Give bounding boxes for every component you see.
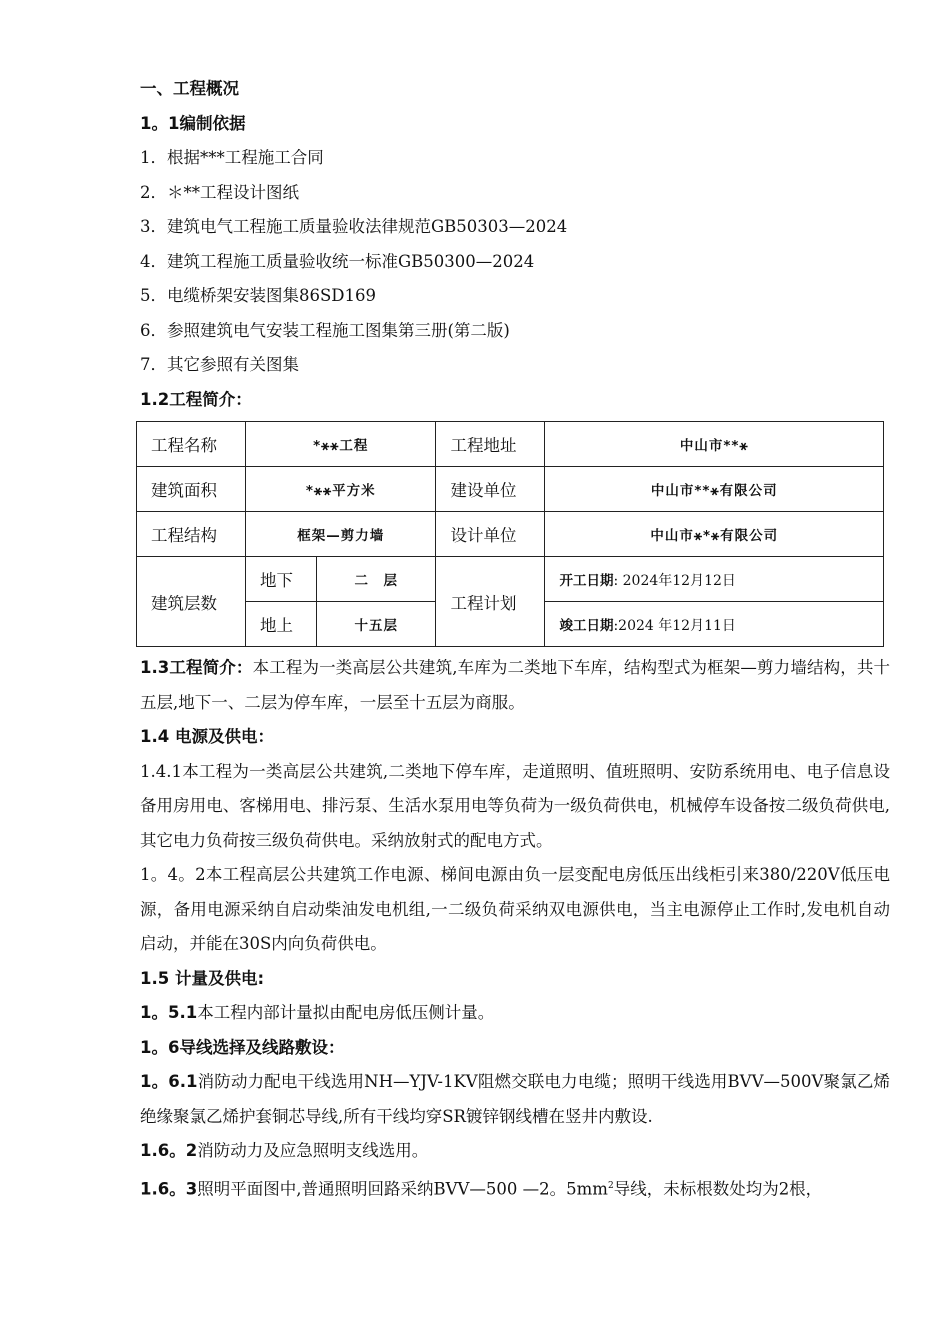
cell-label: 地下 [246,557,317,602]
paragraph-lead: 1.6。3 [140,1179,198,1198]
start-date-cell [545,557,884,602]
document-page [140,72,890,1207]
cell-label: 工程地址 [436,422,545,467]
list-item: 7．其它参照有关图集 [140,355,299,374]
cell-label: 地上 [246,602,317,647]
cell-label: 工程计划 [436,557,545,647]
list-item: 3．建筑电气工程施工质量验收法律规范GB50303—2024 [140,217,568,236]
cell-value: *⚹⚹工程 [246,422,436,467]
subsection-heading: 1。6导线选择及线路敷设： [140,1037,345,1057]
cell-value: *⚹⚹平方米 [246,467,436,512]
subsection-heading: 1.4 电源及供电： [140,727,274,746]
project-info-table [136,421,884,647]
table-row [137,557,884,602]
list-item: 4．建筑工程施工质量验收统一标准GB50300—2024 [140,251,535,271]
paragraph-text: 消防动力配电干线选用NH—YJV-1KV阻燃交联电力电缆；照明干线选用BVV—500V聚氯乙烯绝缘聚氯乙烯护套铜芯导线,所有干线均穿SR镀锌钢线槽在竖井内敷设. [140,1072,890,1126]
subsection-heading: 1。1编制依据 [140,113,246,133]
paragraph [140,996,890,1031]
cell-label: 工程名称 [137,422,246,467]
cell-value: 中山市**⚹有限公司 [545,467,884,512]
start-date-value: : 2024年12月12日 [613,572,736,589]
paragraph-text: 导线，未标根数处均为2根， [613,1179,823,1198]
paragraph [140,1065,890,1134]
table-row [137,512,884,557]
cell-value: 中山市⚹*⚹有限公司 [545,512,884,557]
paragraph-text: 本工程内部计量拟由配电房低压侧计量。 [197,1003,495,1022]
paragraph-lead: 1.3工程简介： [140,658,253,677]
cell-label: 设计单位 [436,512,545,557]
list-item: 6．参照建筑电气安装工程施工图集第三册(第二版) [140,320,510,340]
cell-label: 建筑面积 [137,467,246,512]
cell-value: 中山市**⚹ [545,422,884,467]
cell-value: 十五层 [317,602,436,647]
table-row [137,467,884,512]
superscript: 2 [607,1180,614,1191]
paragraph: 1。4。2本工程高层公共建筑工作电源、梯间电源由负一层变配电房低压出线柜引来380/220V低压电源，备用电源采纳自启动柴油发电机组,一二级负荷采纳双电源供电，当主电源停止工作时,发电机自动启动，并能在30S内向负荷供电。 [140,865,890,953]
paragraph-text: 照明平面图中,普通照明回路采纳BVV—500 —2。5mm [197,1179,608,1198]
subsection-heading: 1.2工程简介： [140,389,252,409]
paragraph-lead: 1。5.1 [140,1003,198,1022]
paragraph: 1.4.1本工程为一类高层公共建筑,二类地下停车库，走道照明、值班照明、安防系统用电、电子信息设备用房用电、客梯用电、排污泵、生活水泵用电等负荷为一级负荷供电，机械停车设备按二级负荷供电,其它电力负荷按三级负荷供电。采纳放射式的配电方式。 [140,761,890,850]
section-heading: 一、工程概况 [140,79,239,98]
paragraph-text: 本工程为一类高层公共建筑,车库为二类地下车库，结构型式为框架—剪力墙结构，共十五层,地下一、二层为停车库，一层至十五层为商服。 [140,658,891,712]
cell-value: 二 层 [317,557,436,602]
list-item: 2．＊**工程设计图纸 [140,182,299,202]
cell-value: 框架—剪力墙 [246,512,436,557]
end-date-cell [545,602,884,647]
start-date-label: 开工日期 [559,572,614,589]
paragraph-lead: 1.6。2 [140,1141,198,1160]
paragraph [140,1169,890,1207]
paragraph-lead: 1。6.1 [140,1072,198,1091]
table-row [137,422,884,467]
list-item: 1．根据***工程施工合同 [140,148,324,167]
end-date-value: :2024 年12月11日 [613,617,736,634]
paragraph [140,1134,890,1169]
list-item: 5．电缆桥架安装图集86SD169 [140,286,377,305]
subsection-heading: 1.5 计量及供电: [140,968,265,988]
end-date-label: 竣工日期 [559,617,614,634]
cell-label: 建设单位 [436,467,545,512]
paragraph [140,651,890,720]
paragraph-text: 消防动力及应急照明支线选用。 [197,1141,429,1160]
cell-label: 建筑层数 [137,557,246,647]
cell-label: 工程结构 [137,512,246,557]
